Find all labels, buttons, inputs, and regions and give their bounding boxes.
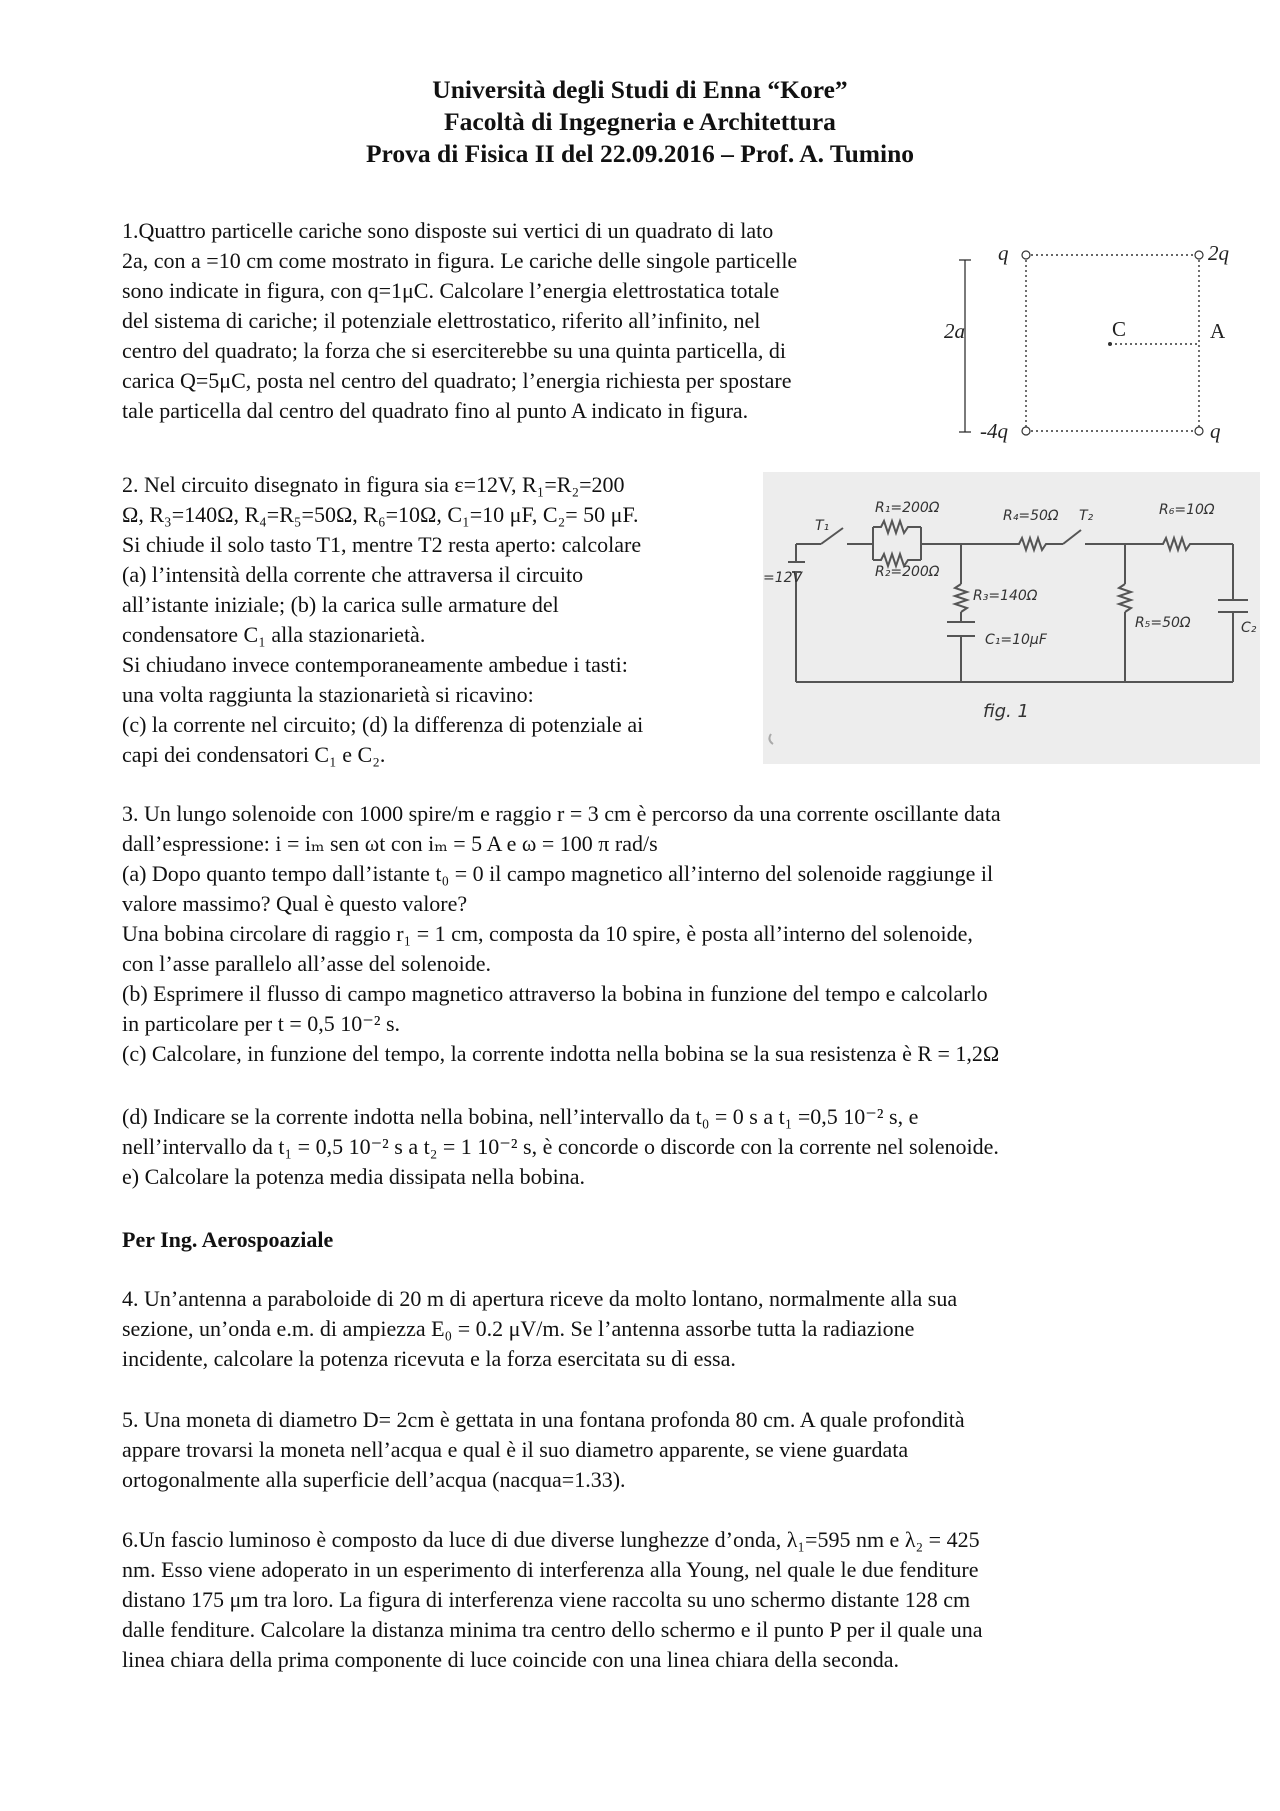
text-line: 2a, con a =10 cm come mostrato in figura. Le cariche delle singole particelle bbox=[122, 248, 798, 273]
question-4 bbox=[122, 1284, 1164, 1374]
question-5 bbox=[122, 1405, 1164, 1495]
text-line: tale particella dal centro del quadrato fino al punto A indicato in figura. bbox=[122, 398, 749, 423]
text-line: 4. Un’antenna a paraboloide di 20 m di apertura riceve da molto lontano, normalmente alla sua bbox=[122, 1286, 958, 1311]
text-line: in particolare per t = 0,5 10⁻² s. bbox=[122, 1011, 401, 1036]
switch-t1-label: T₁ bbox=[815, 518, 830, 534]
text-line: 2. Nel circuito disegnato in figura sia ε=12V, R₁=R₂=200 bbox=[122, 472, 625, 497]
text-line: appare trovarsi la moneta nell’acqua e qual è il suo diametro apparente, se viene guardata bbox=[122, 1437, 909, 1462]
r4-label: R₄=50Ω bbox=[1003, 508, 1059, 524]
text-line: sono indicate in figura, con q=1μC. Calcolare l’energia elettrostatica totale bbox=[122, 278, 780, 303]
r3-label: R₃=140Ω bbox=[973, 588, 1038, 604]
text-line: linea chiara della prima componente di luce coincide con una linea chiara della seconda. bbox=[122, 1647, 899, 1672]
text-line: dall’espressione: i = iₘ sen ωt con iₘ = 5 A e ω = 100 π rad/s bbox=[122, 831, 658, 856]
text-line: 3. Un lungo solenoide con 1000 spire/m e raggio r = 3 cm è percorso da una corrente oscillante data bbox=[122, 801, 1001, 826]
text-line: 1.Quattro particelle cariche sono disposte sui vertici di un quadrato di lato bbox=[122, 218, 774, 243]
circuit-diagram bbox=[763, 472, 1260, 764]
r1-label: R₁=200Ω bbox=[875, 500, 940, 516]
charge-top-right: 2q bbox=[1208, 241, 1229, 265]
text-line: con l’asse parallelo all’asse del solenoide. bbox=[122, 951, 491, 976]
text-line: Una bobina circolare di raggio r₁ = 1 cm, composta da 10 spire, è posta all’interno del solenoide, bbox=[122, 921, 973, 946]
section-title: Per Ing. Aerospoaziale bbox=[122, 1227, 334, 1252]
text-line: 6.Un fascio luminoso è composto da luce di due diverse lunghezze d’onda, λ₁=595 nm e λ₂ = 425 bbox=[122, 1527, 980, 1552]
text-line: dalle fenditure. Calcolare la distanza minima tra centro dello schermo e il punto P per il quale una bbox=[122, 1617, 983, 1642]
exam-title: Prova di Fisica II del 22.09.2016 – Prof. A. Tumino bbox=[365, 139, 915, 168]
point-a-label: A bbox=[1210, 319, 1226, 343]
text-line: (b) Esprimere il flusso di campo magnetico attraverso la bobina in funzione del tempo e calcolarlo bbox=[122, 981, 988, 1006]
text-line: all’istante iniziale; (b) la carica sulle armature del bbox=[122, 592, 559, 617]
text-line: centro del quadrato; la forza che si eserciterebbe su una quinta particella, di bbox=[122, 338, 786, 363]
faculty-name: Facoltà di Ingegneria e Architettura bbox=[444, 107, 836, 136]
text-line: nell’intervallo da t₁ = 0,5 10⁻² s a t₂ = 1 10⁻² s, è concorde o discorde con la corrente nel solenoide. bbox=[122, 1134, 999, 1159]
text-line: valore massimo? Qual è questo valore? bbox=[122, 891, 468, 916]
text-line: incidente, calcolare la potenza ricevuta e la forza esercitata su di essa. bbox=[122, 1346, 736, 1371]
text-line: distano 175 μm tra loro. La figura di interferenza viene raccolta su uno schermo distante 128 cm bbox=[122, 1587, 971, 1612]
text-line: sezione, un’onda e.m. di ampiezza E₀ = 0.2 μV/m. Se l’antenna assorbe tutta la radiazione bbox=[122, 1316, 915, 1341]
square-diagram bbox=[944, 232, 1250, 447]
text-line: 5. Una moneta di diametro D= 2cm è gettata in una fontana profonda 80 cm. A quale profondità bbox=[122, 1407, 965, 1432]
text-line: carica Q=5μC, posta nel centro del quadrato; l’energia richiesta per spostare bbox=[122, 368, 792, 393]
question-2 bbox=[122, 470, 762, 770]
center-label: C bbox=[1112, 317, 1127, 341]
text-line: del sistema di cariche; il potenziale elettrostatico, riferito all’infinito, nel bbox=[122, 308, 761, 333]
r5-label: R₅=50Ω bbox=[1135, 615, 1191, 631]
charge-bottom-right: q bbox=[1210, 419, 1221, 443]
r6-label: R₆=10Ω bbox=[1159, 502, 1215, 518]
text-line: Si chiude il solo tasto T1, mentre T2 resta aperto: calcolare bbox=[122, 532, 642, 557]
emf-label: =12V bbox=[763, 570, 803, 586]
text-line: (d) Indicare se la corrente indotta nella bobina, nell’intervallo da t₀ = 0 s a t₁ =0,5 10⁻² s, e bbox=[122, 1104, 919, 1129]
c1-label: C₁=10μF bbox=[985, 632, 1047, 648]
university-name: Università degli Studi di Enna “Kore” bbox=[432, 75, 848, 104]
text-line: e) Calcolare la potenza media dissipata nella bobina. bbox=[122, 1164, 586, 1189]
text-line: una volta raggiunta la stazionarietà si ricavino: bbox=[122, 682, 534, 707]
question-3 bbox=[122, 799, 1164, 1069]
charge-bottom-left: -4q bbox=[980, 419, 1008, 443]
text-line: Si chiudano invece contemporaneamente ambedue i tasti: bbox=[122, 652, 628, 677]
question-3-continued bbox=[122, 1102, 1164, 1192]
circuit-figure bbox=[763, 472, 1260, 764]
text-line: Ω, R₃=140Ω, R₄=R₅=50Ω, R₆=10Ω, C₁=10 μF, C₂= 50 μF. bbox=[122, 502, 639, 527]
charge-top-left: q bbox=[998, 241, 1009, 265]
text-line: ortogonalmente alla superficie dell’acqua (nacqua=1.33). bbox=[122, 1467, 626, 1492]
question-1 bbox=[122, 216, 922, 426]
side-label: 2a bbox=[944, 319, 965, 343]
figure-caption: fig. 1 bbox=[983, 701, 1029, 722]
text-line: condensatore C₁ alla stazionarietà. bbox=[122, 622, 426, 647]
text-line: (c) Calcolare, in funzione del tempo, la corrente indotta nella bobina se la sua resistenza è R = 1,2Ω bbox=[122, 1041, 1000, 1066]
text-line: nm. Esso viene adoperato in un esperimento di interferenza alla Young, nel quale le due fenditure bbox=[122, 1557, 979, 1582]
text-line: (c) la corrente nel circuito; (d) la differenza di potenziale ai bbox=[122, 712, 644, 737]
text-line: (a) Dopo quanto tempo dall’istante t₀ = 0 il campo magnetico all’interno del solenoide raggiunge il bbox=[122, 861, 994, 886]
text-line: capi dei condensatori C₁ e C₂. bbox=[122, 742, 386, 767]
charges-square-figure bbox=[944, 232, 1250, 447]
question-6 bbox=[122, 1525, 1164, 1675]
text-line: (a) l’intensità della corrente che attraversa il circuito bbox=[122, 562, 584, 587]
switch-t2-label: T₂ bbox=[1079, 508, 1094, 524]
r2-label: R₂=200Ω bbox=[875, 564, 940, 580]
c2-label: C₂ bbox=[1241, 620, 1257, 636]
exam-header bbox=[0, 74, 1280, 170]
